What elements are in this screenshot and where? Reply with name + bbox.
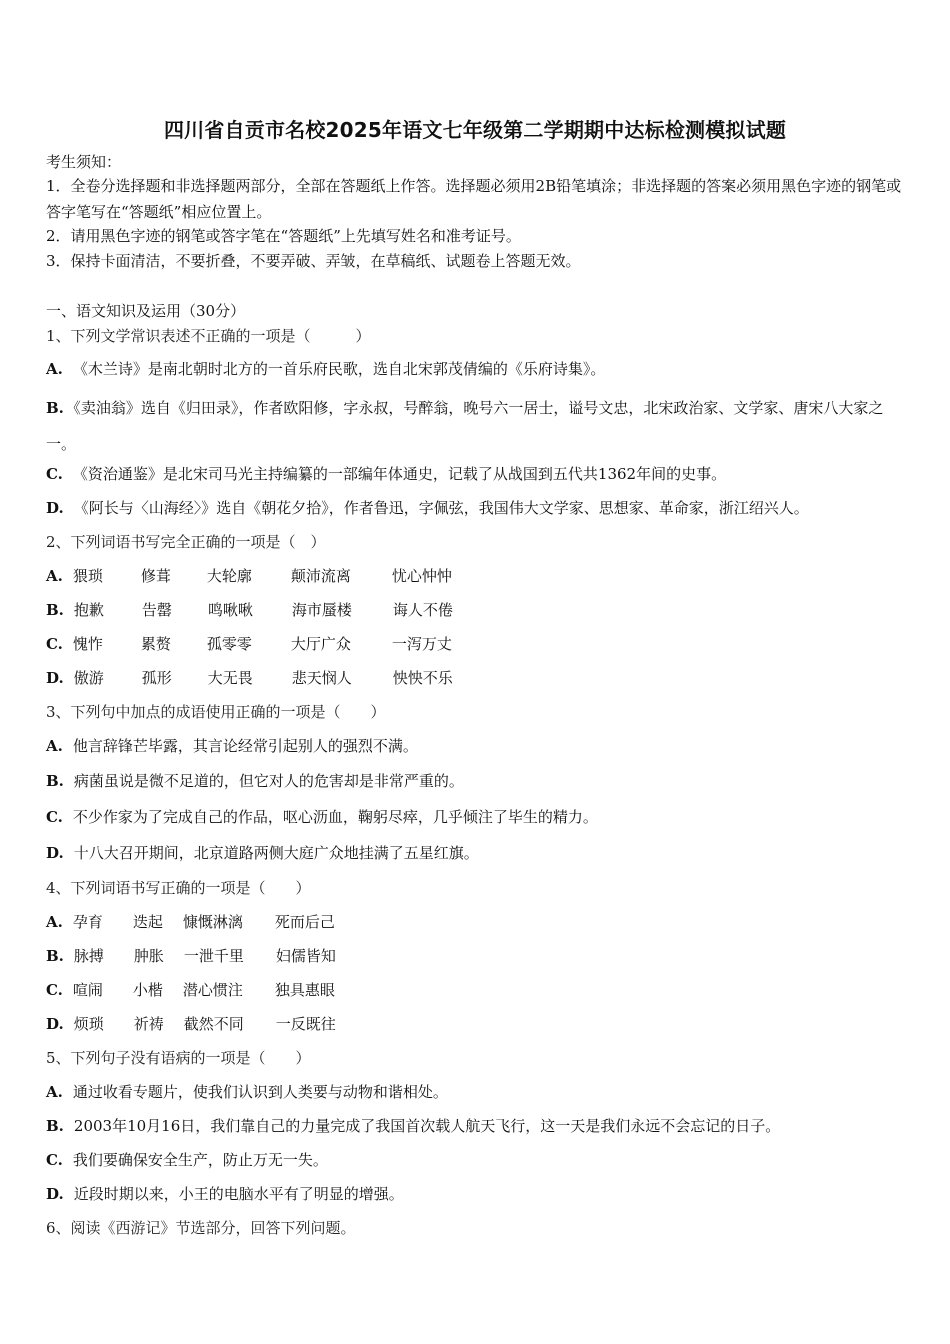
question-5-option-d (46, 1184, 404, 1204)
option-text: 2003年10月16日，我们靠自己的力量完成了我国首次载人航天飞行，这一天是我们永远不会忘记的日子。 (73, 1117, 781, 1135)
option-text: 不少作家为了完成自己的作品，呕心沥血，鞠躬尽瘁，几乎倾注了毕生的精力。 (72, 808, 598, 826)
question-4-option-a (46, 912, 335, 932)
word: 慷慨淋漓 (182, 913, 243, 931)
question-2-stem: 2、下列词语书写完全正确的一项是（ ） (46, 533, 326, 551)
word: 诲人不倦 (392, 601, 453, 619)
option-letter: D. (46, 1015, 64, 1033)
word: 脉搏 (73, 947, 104, 965)
word: 一反既往 (275, 1015, 336, 1033)
notice-heading: 考生须知： (46, 153, 122, 171)
word: 死而后己 (274, 913, 335, 931)
option-letter: D. (46, 844, 64, 862)
question-3-option-c (46, 807, 598, 827)
word: 大无畏 (207, 669, 253, 687)
question-3-option-d (46, 843, 479, 863)
option-letter: A. (46, 737, 63, 755)
word: 颠沛流离 (290, 567, 351, 585)
option-letter: B. (46, 772, 64, 790)
word: 肿胀 (133, 947, 164, 965)
page-title: 四川省自贡市名校2025年语文七年级第二学期期中达标检测模拟试题 (163, 118, 787, 142)
option-letter: C. (46, 981, 63, 999)
question-1-option-a (46, 359, 605, 379)
option-letter: A. (46, 360, 63, 378)
question-2-option-b (46, 600, 453, 620)
option-letter: C. (46, 808, 63, 826)
option-text: 《资治通鉴》是北宋司马光主持编纂的一部编年体通史，记载了从战国到五代共1362年间的史事。 (72, 465, 727, 483)
question-1-stem: 1、下列文学常识表述不正确的一项是（ ） (46, 327, 371, 345)
option-text: 《木兰诗》是南北朝时北方的一首乐府民歌，选自北宋郭茂倩编的《乐府诗集》。 (72, 360, 606, 378)
question-4-option-d (46, 1014, 336, 1034)
option-letter: D. (46, 669, 64, 687)
option-letter: D. (46, 1185, 64, 1203)
question-2-option-a (46, 566, 452, 586)
option-letter: B. (46, 947, 64, 965)
option-text: 《卖油翁》选自《归田录》，作者欧阳修，字永叔，号醉翁，晚号六一居士，谥号文忠，北宋政治家、文学家、唐宋八大家之一。 (46, 399, 884, 453)
word: 独具惠眼 (274, 981, 335, 999)
option-letter: C. (46, 1151, 63, 1169)
option-text: 近段时期以来，小王的电脑水平有了明显的增强。 (73, 1185, 404, 1203)
word: 累赘 (140, 635, 171, 653)
word: 傲游 (73, 669, 104, 687)
option-text: 病菌虽说是微不足道的，但它对人的危害却是非常严重的。 (73, 772, 464, 790)
word: 孕育 (72, 913, 103, 931)
word: 告罄 (141, 601, 172, 619)
notice-item-2: 2．请用黑色字迹的钢笔或答字笔在“答题纸”上先填写姓名和准考证号。 (46, 227, 521, 245)
word: 孤形 (141, 669, 172, 687)
question-5-option-c (46, 1150, 328, 1170)
question-3-stem: 3、下列句中加点的成语使用正确的一项是（ ） (46, 703, 386, 721)
word: 祈祷 (133, 1015, 164, 1033)
word: 愧怍 (72, 635, 103, 653)
option-letter: A. (46, 1083, 63, 1101)
notice-item-3: 3．保持卡面清洁，不要折叠，不要弄破、弄皱，在草稿纸、试题卷上答题无效。 (46, 252, 581, 270)
option-letter: B. (46, 601, 64, 619)
word: 海市蜃楼 (291, 601, 352, 619)
word: 小楷 (132, 981, 163, 999)
option-text: 通过收看专题片，使我们认识到人类要与动物和谐相处。 (72, 1083, 448, 1101)
word: 一泻万丈 (391, 635, 452, 653)
word: 悲天悯人 (291, 669, 352, 687)
word: 喧闹 (72, 981, 103, 999)
question-4-option-c (46, 980, 335, 1000)
question-1-option-b (46, 390, 906, 462)
word: 修葺 (140, 567, 171, 585)
notice-item-1: 1．全卷分选择题和非选择题两部分，全部在答题纸上作答。选择题必须用2B铅笔填涂；非选择题的答案必须用黑色字迹的钢笔或答字笔写在“答题纸”相应位置上。 (46, 177, 902, 221)
option-letter: A. (46, 913, 63, 931)
word: 猥琐 (72, 567, 103, 585)
word: 潜心惯注 (182, 981, 243, 999)
option-text: 十八大召开期间，北京道路两侧大庭广众地挂满了五星红旗。 (73, 844, 479, 862)
word: 迭起 (132, 913, 163, 931)
question-6-stem: 6、阅读《西游记》节选部分，回答下列问题。 (46, 1219, 356, 1237)
option-text: 他言辞锋芒毕露，其言论经常引起别人的强烈不满。 (72, 737, 418, 755)
word: 鸣啾啾 (207, 601, 253, 619)
question-2-option-c (46, 634, 452, 654)
word: 抱歉 (73, 601, 104, 619)
option-letter: B. (46, 399, 64, 417)
question-5-stem: 5、下列句子没有语病的一项是（ ） (46, 1049, 311, 1067)
word: 截然不同 (183, 1015, 244, 1033)
word: 烦琐 (73, 1015, 104, 1033)
word: 妇儒皆知 (275, 947, 336, 965)
question-5-option-b (46, 1116, 780, 1136)
word: 忧心忡忡 (391, 567, 452, 585)
question-3-option-b (46, 771, 464, 791)
word: 大厅广众 (290, 635, 351, 653)
word: 怏怏不乐 (392, 669, 453, 687)
section-heading: 一、语文知识及运用（30分） (46, 302, 246, 320)
question-1-option-d (46, 498, 809, 518)
question-5-option-a (46, 1082, 448, 1102)
question-4-stem: 4、下列词语书写正确的一项是（ ） (46, 879, 311, 897)
question-3-option-a (46, 736, 418, 756)
question-4-option-b (46, 946, 336, 966)
word: 一泄千里 (183, 947, 244, 965)
option-letter: B. (46, 1117, 64, 1135)
word: 孤零零 (206, 635, 252, 653)
option-letter: A. (46, 567, 63, 585)
word: 大轮廓 (206, 567, 252, 585)
option-letter: C. (46, 465, 63, 483)
option-text: 《阿长与〈山海经〉》选自《朝花夕拾》，作者鲁迅，字佩弦，我国伟大文学家、思想家、革命家，浙江绍兴人。 (73, 499, 809, 517)
option-letter: D. (46, 499, 64, 517)
question-2-option-d (46, 668, 453, 688)
question-1-option-c (46, 464, 726, 484)
option-text: 我们要确保安全生产，防止万无一失。 (72, 1151, 328, 1169)
option-letter: C. (46, 635, 63, 653)
